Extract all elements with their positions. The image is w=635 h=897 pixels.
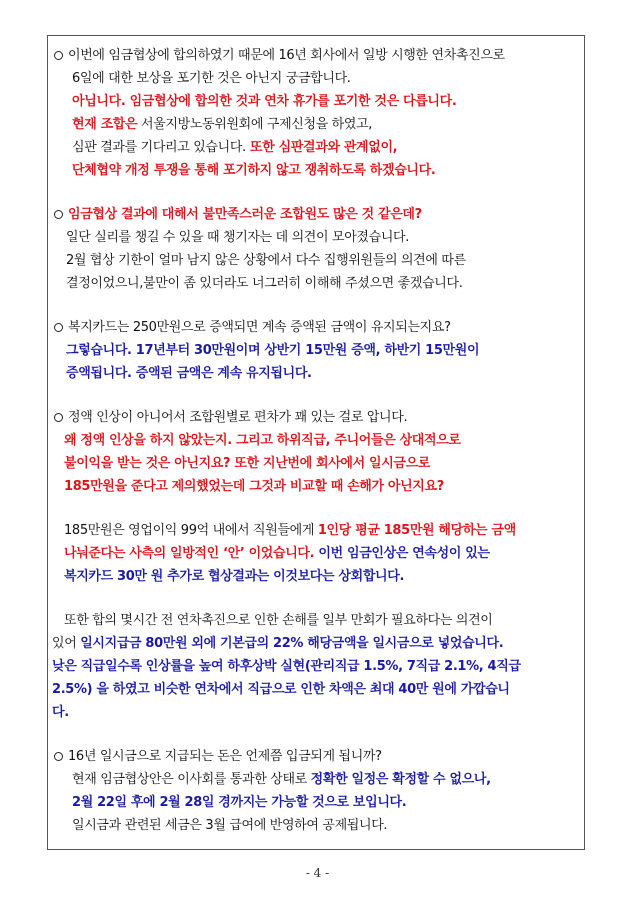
- question-text-red: 임금협상 결과에 대해서 불만족스러운 조합원도 많은 것 같은데?: [68, 207, 422, 222]
- answer-text-blue: 이번 임금인상은 연속성이 있는: [314, 546, 490, 561]
- answer-text-blue: 정확한 일정은 확정할 수 없으나,: [310, 772, 491, 787]
- circle-bullet-icon: [54, 323, 63, 332]
- answer-text: 있어: [52, 636, 81, 651]
- answer-line: [48, 701, 584, 724]
- question-line: [48, 316, 584, 339]
- circle-bullet-icon: [54, 413, 63, 422]
- answer-text: 185만원은 영업이익 99억 내에서 직원들에게: [64, 523, 318, 538]
- answer-line: [48, 159, 584, 182]
- answer-text: 현재 임금협상안은 이사회를 통과한 상태로: [72, 772, 311, 787]
- circle-bullet-icon: [54, 51, 63, 60]
- question-line: [48, 203, 584, 226]
- answer-text-red: 또한 심판결과와 관계없이,: [245, 140, 398, 155]
- answer-line: [48, 565, 584, 588]
- answer-line: [48, 136, 584, 159]
- answer-line: [48, 632, 584, 655]
- question-line: [48, 67, 584, 90]
- qa-content: [48, 44, 584, 837]
- answer-line: [48, 678, 584, 701]
- question-line: [48, 452, 584, 475]
- circle-bullet-icon: [54, 210, 63, 219]
- answer-text-red: 1인당 평균 185만원 해당하는 금액: [317, 523, 516, 538]
- answer-line: [48, 226, 584, 249]
- question-text: 이번에 임금협상에 합의하였기 때문에 16년 회사에서 일방 시행한 연차촉진으로: [68, 48, 505, 63]
- question-text: 복지카드는 250만원으로 증액되면 계속 증액된 금액이 유지되는지요?: [68, 320, 451, 335]
- question-line: [48, 745, 584, 768]
- answer-text-blue: 그렇습니다. 17년부터 30만원이며 상반기 15만원 증액, 하반기 15만원이: [66, 343, 480, 358]
- answer-line: [48, 90, 584, 113]
- answer-line: [48, 655, 584, 678]
- answer-line: [48, 339, 584, 362]
- question-line: [48, 406, 584, 429]
- answer-text-red: 나눠준다는 사측의 일방적인 ‘안’ 이었습니다.: [64, 546, 315, 561]
- answer-line: [48, 768, 584, 791]
- question-text-red: 왜 정액 인상을 하지 않았는지. 그리고 하위직급, 주니어들은 상대적으로: [64, 433, 461, 448]
- circle-bullet-icon: [54, 752, 63, 761]
- answer-text-red: 단체협약 개정 투쟁을 통해 포기하지 않고 쟁취하도록 하겠습니다.: [72, 163, 436, 178]
- answer-text-blue: 2.5%) 을 하였고 비슷한 연차에서 직급으로 인한 차액은 최대 40만 원에 가깝습니: [52, 682, 510, 697]
- answer-text: 심판 결과를 기다리고 있습니다.: [72, 140, 246, 155]
- answer-text-blue: 2월 22일 후에 2월 28일 경까지는 가능할 것으로 보입니다.: [72, 795, 407, 810]
- answer-text: 서울지방노동위원회에 구제신청을 하였고,: [137, 117, 373, 132]
- question-line: [48, 44, 584, 67]
- answer-line: [48, 542, 584, 565]
- answer-text-blue: 복지카드 30만 원 추가로 협상결과는 이것보다는 상회합니다.: [64, 569, 405, 584]
- question-line: [48, 429, 584, 452]
- answer-line: [48, 791, 584, 814]
- answer-text-blue: 다.: [52, 705, 69, 720]
- answer-line: [48, 362, 584, 385]
- answer-line: [48, 113, 584, 136]
- answer-line: [48, 249, 584, 272]
- answer-text: 결정이었으니,불만이 좀 있더라도 너그러히 이해해 주셨으면 좋겠습니다.: [66, 276, 463, 291]
- answer-line: [48, 814, 584, 837]
- answer-line: [48, 609, 584, 632]
- answer-text: 일단 실리를 챙길 수 있을 때 챙기자는 데 의견이 모아졌습니다.: [66, 230, 410, 245]
- answer-line: [48, 519, 584, 542]
- question-text-red: 185만원을 준다고 제의했었는데 그것과 비교할 때 손해가 아닌지요?: [64, 479, 444, 494]
- answer-text: 일시금과 관련된 세금은 3월 급여에 반영하여 공제됩니다.: [72, 818, 388, 833]
- answer-text-blue: 일시지급금 80만원 외에 기본급의 22% 해당금액을 일시금으로 넣었습니다.: [80, 636, 504, 651]
- answer-text-red: 아닙니다. 임금협상에 합의한 것과 연차 휴가를 포기한 것은 다릅니다.: [72, 94, 457, 109]
- page-frame: [47, 35, 585, 850]
- answer-text: 2월 협상 기한이 얼마 남지 않은 상황에서 다수 집행위원들의 의견에 따른: [66, 253, 466, 268]
- question-text-red: 불이익을 받는 것은 아닌지요? 또한 지난번에 회사에서 일시금으로: [64, 456, 431, 471]
- answer-text-blue: 낮은 직급일수록 인상률을 높여 하후상박 실현(관리직급 1.5%, 7직급 2.1%, 4직급: [52, 659, 521, 674]
- question-text: 16년 일시금으로 지급되는 돈은 언제쯤 입금되게 됩니까?: [68, 749, 382, 764]
- page-number: - 4 -: [305, 866, 330, 880]
- answer-line: [48, 272, 584, 295]
- answer-text-red: 현재 조합은: [72, 117, 138, 132]
- answer-text-blue: 증액됩니다. 증액된 금액은 계속 유지됩니다.: [66, 366, 312, 381]
- question-line: [48, 475, 584, 498]
- question-text: 6일에 대한 보상을 포기한 것은 아닌지 궁금합니다.: [72, 71, 351, 86]
- question-text: 정액 인상이 아니어서 조합원별로 편차가 꽤 있는 걸로 압니다.: [68, 410, 408, 425]
- answer-text: 또한 합의 몇시간 전 연차촉진으로 인한 손해를 일부 만회가 필요하다는 의견이: [64, 613, 493, 628]
